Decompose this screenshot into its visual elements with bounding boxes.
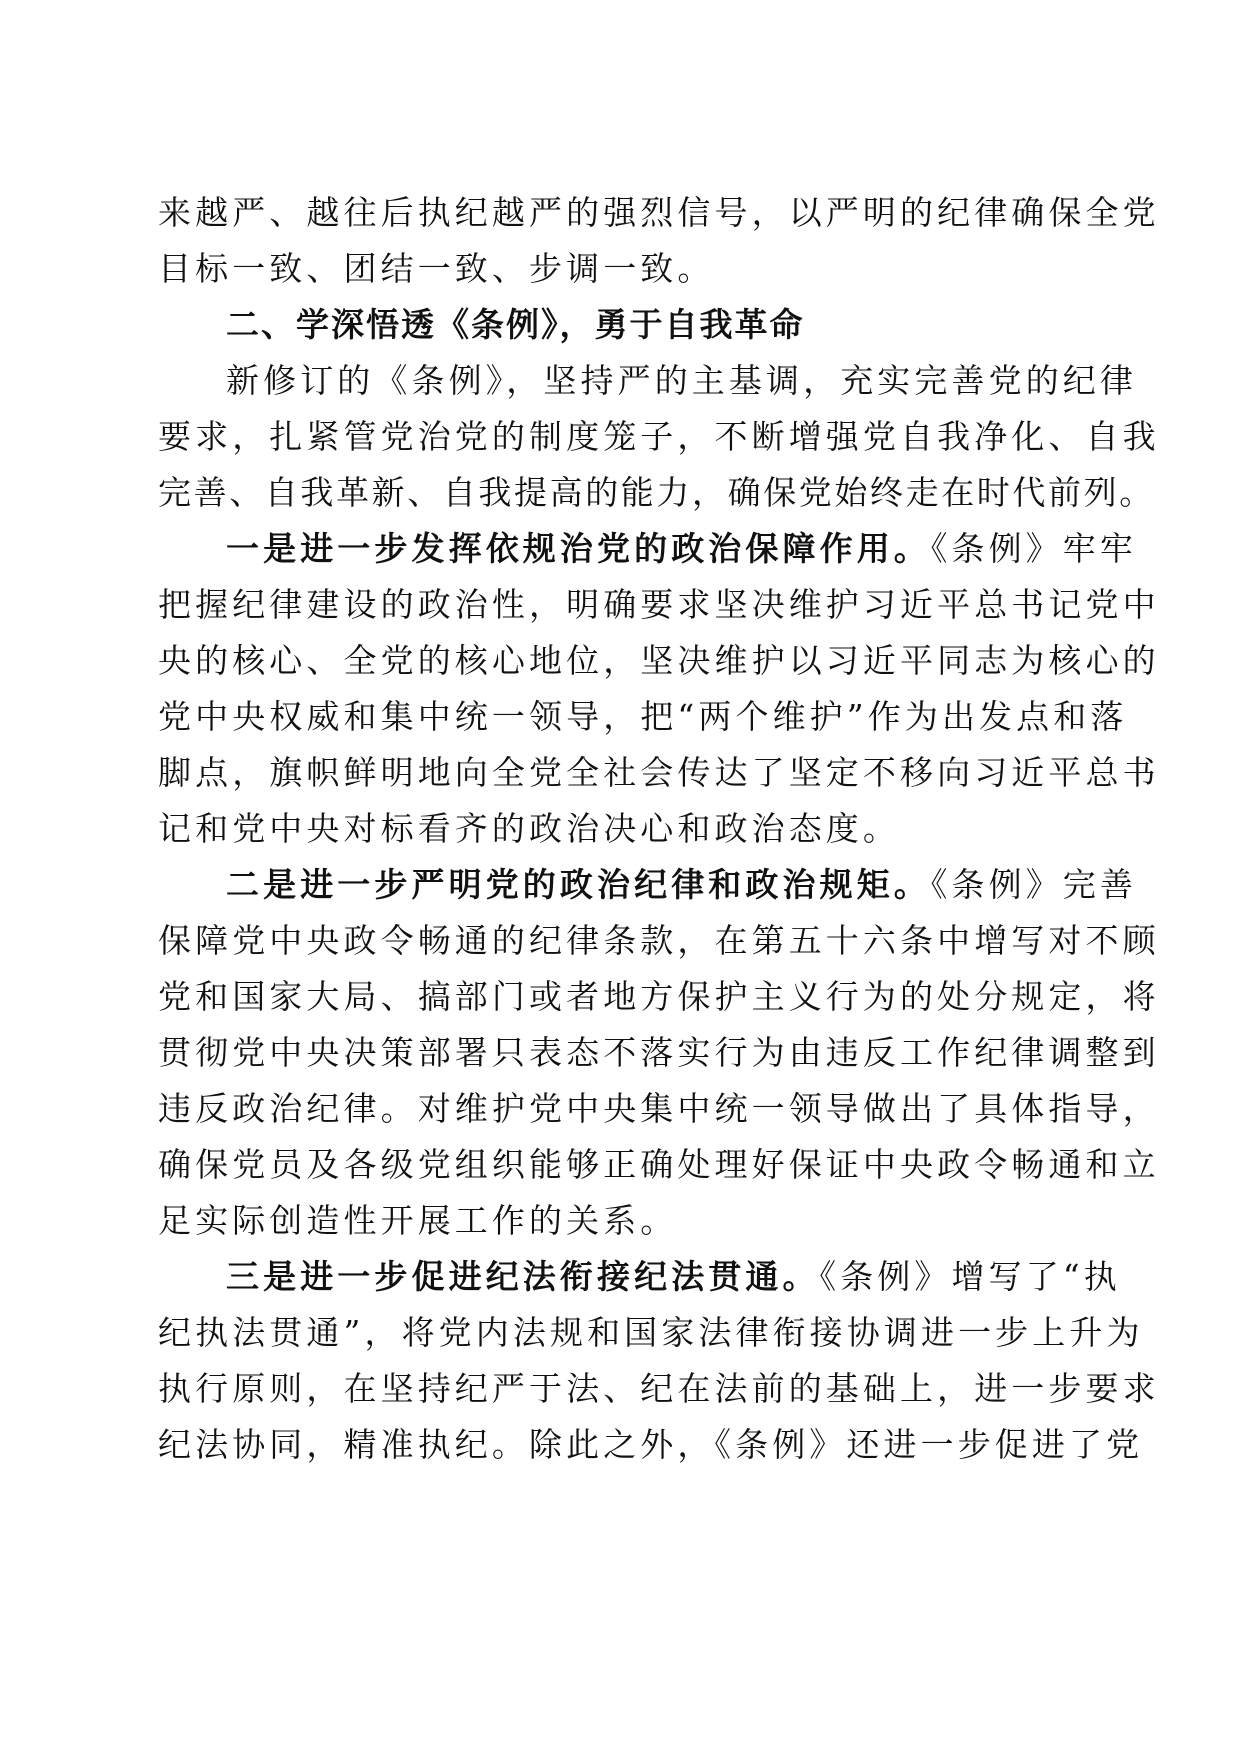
text-line: 党和国家大局、搞部门或者地方保护主义行为的处分规定，将 bbox=[158, 977, 1160, 1016]
text-line: 记和党中央对标看齐的政治决心和政治态度。 bbox=[158, 809, 900, 848]
text-line: 足实际创造性开展工作的关系。 bbox=[158, 1201, 678, 1240]
lead-rest-text: 《条例》完善 bbox=[930, 865, 1138, 904]
paragraph-lead-1 bbox=[158, 521, 1138, 577]
text-line: 违反政治纪律。对维护党中央集中统一领导做出了具体指导， bbox=[158, 1089, 1160, 1128]
lead-bold-text: 一是进一步发挥依规治党的政治保障作用。 bbox=[226, 529, 931, 568]
text-line: 贯彻党中央决策部署只表态不落实行为由违反工作纪律调整到 bbox=[158, 1033, 1160, 1072]
paragraph-lead-2 bbox=[158, 857, 1138, 913]
lead-bold-text: 三是进一步促进纪法衔接纪法贯通。 bbox=[226, 1257, 820, 1296]
text-line: 来越严、越往后执纪越严的强烈信号，以严明的纪律确保全党 bbox=[158, 193, 1160, 232]
text-line: 保障党中央政令畅通的纪律条款，在第五十六条中增写对不顾 bbox=[158, 921, 1160, 960]
text-line: 要求，扎紧管党治党的制度笼子，不断增强党自我净化、自我 bbox=[158, 417, 1160, 456]
paragraph-lead-3 bbox=[158, 1249, 1121, 1305]
text-line: 把握纪律建设的政治性，明确要求坚决维护习近平总书记党中 bbox=[158, 585, 1160, 624]
lead-rest-text: 《条例》增写了“执 bbox=[819, 1257, 1121, 1296]
text-line: 央的核心、全党的核心地位，坚决维护以习近平同志为核心的 bbox=[158, 641, 1160, 680]
text-line: 纪法协同，精准执纪。除此之外，《条例》还进一步促进了党 bbox=[158, 1425, 1144, 1464]
text-line: 脚点，旗帜鲜明地向全党全社会传达了坚定不移向习近平总书 bbox=[158, 753, 1160, 792]
text-line: 新修订的《条例》，坚持严的主基调，充实完善党的纪律 bbox=[226, 361, 1137, 400]
lead-bold-text: 二是进一步严明党的政治纪律和政治规矩。 bbox=[226, 865, 931, 904]
text-line: 执行原则，在坚持纪严于法、纪在法前的基础上，进一步要求 bbox=[158, 1369, 1160, 1408]
text-line: 确保党员及各级党组织能够正确处理好保证中央政令畅通和立 bbox=[158, 1145, 1160, 1184]
section-heading: 二、学深悟透《条例》，勇于自我革命 bbox=[226, 305, 805, 344]
lead-rest-text: 《条例》牢牢 bbox=[930, 529, 1138, 568]
text-line: 纪执法贯通”，将党内法规和国家法律衔接协调进一步上升为 bbox=[158, 1313, 1144, 1352]
text-line: 党中央权威和集中统一领导，把“两个维护”作为出发点和落 bbox=[158, 697, 1128, 736]
document-body bbox=[158, 185, 1160, 1473]
text-line: 目标一致、团结一致、步调一致。 bbox=[158, 249, 715, 288]
text-line: 完善、自我革新、自我提高的能力，确保党始终走在时代前列。 bbox=[158, 473, 1155, 512]
